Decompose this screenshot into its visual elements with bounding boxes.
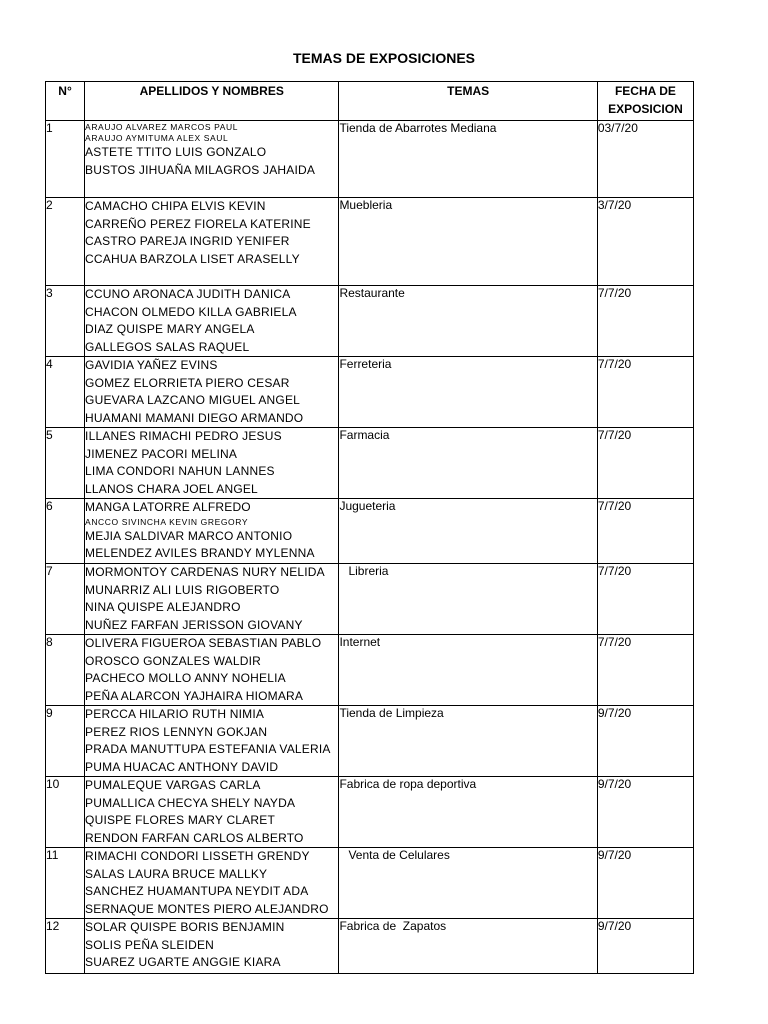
student-name: DIAZ QUISPE MARY ANGELA xyxy=(85,322,255,336)
row-tema: Fabrica de ropa deportiva xyxy=(339,777,597,848)
table-header-row xyxy=(46,82,694,121)
table-row xyxy=(46,635,694,706)
table-row xyxy=(46,357,694,428)
table-row xyxy=(46,564,694,635)
student-name: SALAS LAURA BRUCE MALLKY xyxy=(85,866,268,881)
row-tema xyxy=(339,564,597,635)
student-name: CAMACHO CHIPA ELVIS KEVIN xyxy=(85,199,266,213)
student-name: GAVIDIA YAÑEZ EVINS xyxy=(85,358,218,372)
student-name: MANGA LATORRE ALFREDO xyxy=(85,500,251,514)
table-row xyxy=(46,848,694,919)
row-names xyxy=(85,564,339,635)
row-names xyxy=(85,706,339,777)
student-name: GUEVARA LAZCANO MIGUEL ANGEL xyxy=(85,393,301,407)
student-name: SOLAR QUISPE BORIS BENJAMIN xyxy=(85,920,285,934)
header-fecha-line2: EXPOSICION xyxy=(608,101,683,116)
row-fecha: 7/7/20 xyxy=(597,564,693,635)
student-name: CARREÑO PEREZ FIORELA KATERINE xyxy=(85,216,311,231)
table-row xyxy=(46,777,694,848)
row-tema-text: Fabrica de Zapatos xyxy=(339,919,447,933)
student-name: ARAUJO AYMITUMA ALEX SAUL xyxy=(85,133,229,143)
row-number: 9 xyxy=(46,706,85,777)
student-name: BUSTOS JIHUAÑA MILAGROS JAHAIDA xyxy=(85,162,316,177)
row-tema: Internet xyxy=(339,635,597,706)
header-names: APELLIDOS Y NOMBRES xyxy=(85,82,339,121)
row-fecha: 9/7/20 xyxy=(597,919,693,974)
row-number: 1 xyxy=(46,121,85,198)
row-fecha: 9/7/20 xyxy=(597,848,693,919)
row-number: 5 xyxy=(46,428,85,499)
row-number: 12 xyxy=(46,919,85,974)
student-name: PERCCA HILARIO RUTH NIMIA xyxy=(85,707,265,721)
row-number: 8 xyxy=(46,635,85,706)
student-name: ARAUJO ALVAREZ MARCOS PAUL xyxy=(85,122,239,132)
row-tema: Ferreteria xyxy=(339,357,597,428)
row-tema: Jugueteria xyxy=(339,499,597,564)
student-name: MEJIA SALDIVAR MARCO ANTONIO xyxy=(85,528,293,543)
student-name: NUÑEZ FARFAN JERISSON GIOVANY xyxy=(85,617,303,632)
row-tema-text: Venta de Celulares xyxy=(348,848,450,862)
table-row xyxy=(46,919,694,974)
row-tema: Muebleria xyxy=(339,198,597,286)
table-row xyxy=(46,706,694,777)
row-tema: Tienda de Abarrotes Mediana xyxy=(339,121,597,198)
row-tema-text: Libreria xyxy=(348,564,389,578)
table-row xyxy=(46,286,694,357)
header-tema: TEMAS xyxy=(339,82,597,121)
row-names xyxy=(85,357,339,428)
row-number: 3 xyxy=(46,286,85,357)
row-names xyxy=(85,635,339,706)
row-names xyxy=(85,848,339,919)
student-name: CHACON OLMEDO KILLA GABRIELA xyxy=(85,304,297,319)
student-name: CASTRO PAREJA INGRID YENIFER xyxy=(85,234,290,248)
student-name: SERNAQUE MONTES PIERO ALEJANDRO xyxy=(85,901,329,916)
table-row xyxy=(46,428,694,499)
row-fecha: 7/7/20 xyxy=(597,499,693,564)
row-names xyxy=(85,428,339,499)
table-row xyxy=(46,499,694,564)
student-name: ANCCO SIVINCHA KEVIN GREGORY xyxy=(85,516,249,527)
document-title: TEMAS DE EXPOSICIONES xyxy=(292,50,476,66)
student-name: LIMA CONDORI NAHUN LANNES xyxy=(85,464,275,478)
student-name: SOLIS PEÑA SLEIDEN xyxy=(85,937,215,952)
row-fecha: 7/7/20 xyxy=(597,635,693,706)
row-names xyxy=(85,919,339,974)
student-name: MORMONTOY CARDENAS NURY NELIDA xyxy=(85,565,325,579)
header-fecha-line1: FECHA DE xyxy=(614,84,676,98)
student-name: MELENDEZ AVILES BRANDY MYLENNA xyxy=(85,546,315,560)
student-name: GALLEGOS SALAS RAQUEL xyxy=(85,339,250,354)
row-fecha: 9/7/20 xyxy=(597,706,693,777)
student-name: CCUNO ARONACA JUDITH DANICA xyxy=(85,287,291,301)
row-names xyxy=(85,121,339,198)
student-name: LLANOS CHARA JOEL ANGEL xyxy=(85,481,258,496)
student-name: RIMACHI CONDORI LISSETH GRENDY xyxy=(85,849,310,863)
row-number: 2 xyxy=(46,198,85,286)
row-number: 4 xyxy=(46,357,85,428)
row-number: 7 xyxy=(46,564,85,635)
student-name: OLIVERA FIGUEROA SEBASTIAN PABLO xyxy=(85,636,322,650)
row-tema: Restaurante xyxy=(339,286,597,357)
student-name: PEÑA ALARCON YAJHAIRA HIOMARA xyxy=(85,688,304,703)
student-name: ASTETE TTITO LUIS GONZALO xyxy=(85,145,267,159)
row-fecha: 7/7/20 xyxy=(597,428,693,499)
student-name: PUMA HUACAC ANTHONY DAVID xyxy=(85,759,279,774)
row-names xyxy=(85,499,339,564)
row-tema xyxy=(339,919,597,974)
row-names xyxy=(85,777,339,848)
row-number: 6 xyxy=(46,499,85,564)
row-tema xyxy=(339,848,597,919)
student-name: OROSCO GONZALES WALDIR xyxy=(85,653,262,668)
student-name: PEREZ RIOS LENNYN GOKJAN xyxy=(85,724,268,739)
student-name: PUMALLICA CHECYA SHELY NAYDA xyxy=(85,795,296,810)
student-name: PACHECO MOLLO ANNY NOHELIA xyxy=(85,671,286,685)
row-number: 11 xyxy=(46,848,85,919)
exposiciones-table xyxy=(45,81,694,974)
table-row xyxy=(46,198,694,286)
row-fecha: 9/7/20 xyxy=(597,777,693,848)
student-name: JIMENEZ PACORI MELINA xyxy=(85,446,238,461)
row-tema: Tienda de Limpieza xyxy=(339,706,597,777)
student-name: QUISPE FLORES MARY CLARET xyxy=(85,813,275,827)
student-name: RENDON FARFAN CARLOS ALBERTO xyxy=(85,830,304,845)
row-fecha: 7/7/20 xyxy=(597,286,693,357)
student-name: PUMALEQUE VARGAS CARLA xyxy=(85,778,261,792)
row-names xyxy=(85,198,339,286)
student-name: CCAHUA BARZOLA LISET ARASELLY xyxy=(85,251,300,266)
table-row xyxy=(46,121,694,198)
student-name: ILLANES RIMACHI PEDRO JESUS xyxy=(85,429,282,443)
row-tema: Farmacia xyxy=(339,428,597,499)
row-fecha: 3/7/20 xyxy=(597,198,693,286)
row-fecha: 03/7/20 xyxy=(597,121,693,198)
student-name: SUAREZ UGARTE ANGGIE KIARA xyxy=(85,955,281,969)
row-number: 10 xyxy=(46,777,85,848)
header-num: N° xyxy=(46,82,85,121)
row-fecha: 7/7/20 xyxy=(597,357,693,428)
student-name: HUAMANI MAMANI DIEGO ARMANDO xyxy=(85,410,304,425)
row-names xyxy=(85,286,339,357)
student-name: SANCHEZ HUAMANTUPA NEYDIT ADA xyxy=(85,884,309,898)
student-name: MUNARRIZ ALI LUIS RIGOBERTO xyxy=(85,582,280,597)
student-name: PRADA MANUTTUPA ESTEFANIA VALERIA xyxy=(85,742,331,756)
student-name: GOMEZ ELORRIETA PIERO CESAR xyxy=(85,375,290,390)
student-name: NINA QUISPE ALEJANDRO xyxy=(85,600,241,614)
header-fecha xyxy=(597,82,693,121)
